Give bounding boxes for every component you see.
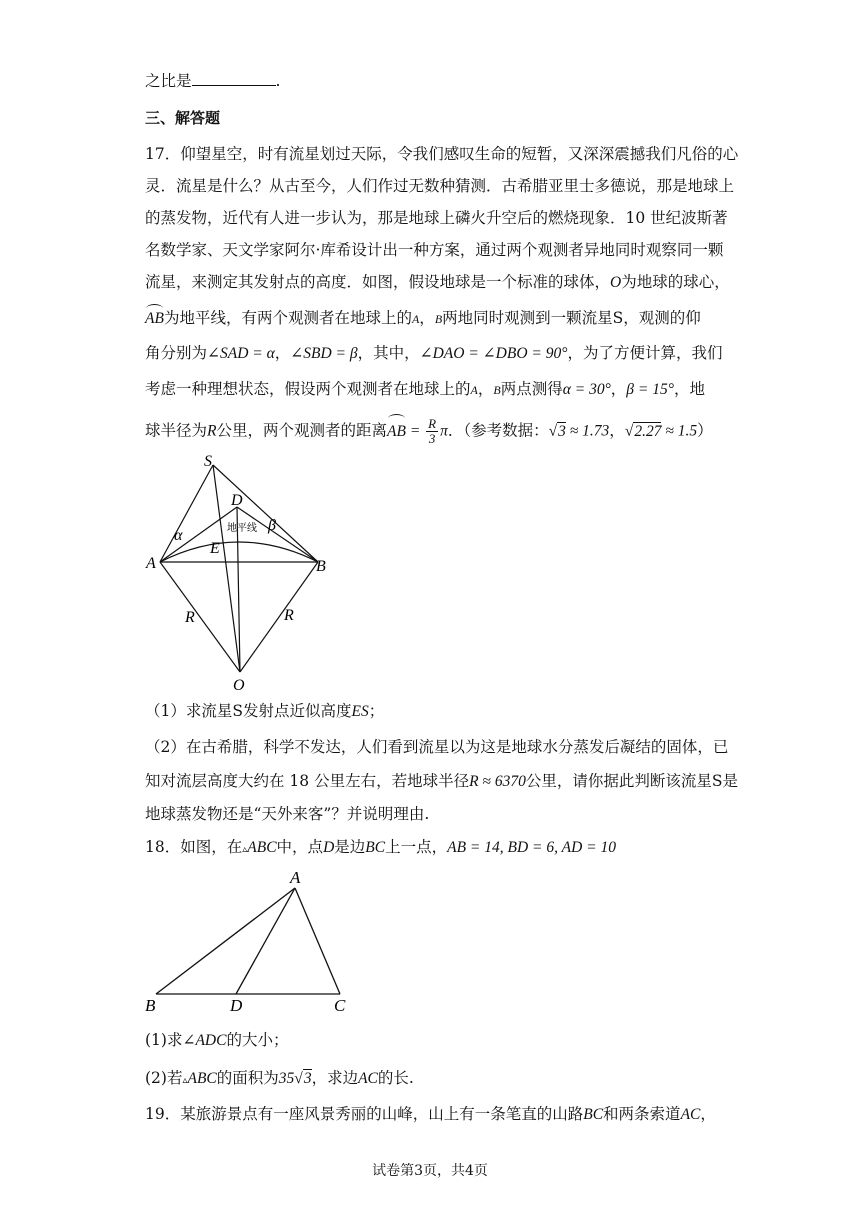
- q17-line-9: 球半径为R公里，两个观测者的距离AB = $\frac{R}{3}$ π．（参考数据：√3 ≈ 1.73，√2.27 ≈ 1.5）: [145, 416, 713, 446]
- angle-sbd: ∠SBD = β: [290, 345, 358, 362]
- label-a: A: [146, 555, 156, 572]
- label-alpha: α: [174, 527, 183, 544]
- q17-line-8: 考虑一种理想状态，假设两个观测者在地球上的A，B两点测得α = 30°，β = 15°，地: [145, 380, 705, 398]
- prev-text: 之比是: [145, 72, 192, 90]
- q17-line-1: 17．仰望星空，时有流星划过天际，令我们感叹生命的短暂，又深深震撼我们凡俗的心: [145, 145, 739, 163]
- label-o: O: [233, 677, 245, 694]
- angle-sad: ∠SAD = α: [207, 345, 275, 362]
- q17-figure: [140, 450, 360, 695]
- angle-dao: ∠DAO = ∠DBO = 90°: [419, 345, 568, 362]
- q17-line-2: 灵．流星是什么？从古至今，人们作过无数种猜测．古希腊亚里士多德说，那是地球上: [145, 177, 735, 195]
- q17-part-2-line-1: （2）在古希腊，科学不发达，人们看到流星以为这是地球水分蒸发后凝结的固体，已: [145, 738, 729, 756]
- label-b: B: [316, 558, 326, 575]
- q17-part-1: （1）求流星S发射点近似高度ES；: [145, 702, 385, 720]
- label-a: A: [290, 868, 301, 887]
- center-o: O: [610, 274, 622, 291]
- page-footer: 试卷第3页，共4页: [372, 1163, 488, 1179]
- label-r-right: R: [284, 607, 294, 624]
- label-d: D: [231, 492, 243, 509]
- previous-question-tail: [145, 71, 280, 91]
- label-s: S: [204, 453, 212, 470]
- section-heading: 三、解答题: [145, 109, 221, 127]
- q19-line-1: 19．某旅游景点有一座风景秀丽的山峰，山上有一条笔直的山路BC和两条索道AC，: [145, 1105, 716, 1123]
- label-b: B: [145, 996, 156, 1015]
- label-beta: β: [268, 517, 276, 534]
- fraction-r-over-3: $\frac{R}{3}$: [428, 416, 437, 446]
- q18-part-1: (1)求∠ADC的大小；: [145, 1031, 289, 1049]
- q17-line-4: 名数学家、天文学家阿尔·库希设计出一种方案，通过两个观测者异地同时观察同一颗: [145, 241, 724, 259]
- q17-line-7: 角分别为∠SAD = α，∠SBD = β，其中，∠DAO = ∠DBO = 90°，为了方便计算，我们: [145, 344, 723, 362]
- prev-suffix: .: [275, 72, 281, 90]
- q17-part-2-line-3: 地球蒸发物还是“天外来客”？并说明理由.: [145, 805, 430, 823]
- arc-ab: AB: [145, 310, 164, 327]
- label-c: C: [334, 996, 346, 1015]
- q17-line-5: 流星，来测定其发射点的高度．如图，假设地球是一个标准的球体，O为地球的球心，: [145, 273, 730, 291]
- label-e: E: [210, 540, 220, 557]
- q17-part-2-line-2: 知对流层高度大约在 18 公里左右，若地球半径R ≈ 6370公里，请你据此判断该流星S是: [145, 772, 738, 790]
- q17-line-6: AB为地平线，有两个观测者在地球上的A，B两地同时观测到一颗流星S，观测的仰: [145, 309, 701, 327]
- label-horizon: 地平线: [227, 523, 257, 534]
- q17-line-3: 的蒸发物，近代有人进一步认为，那是地球上磷火升空后的燃烧现象．10 世纪波斯著: [145, 209, 728, 227]
- q18-figure: [140, 866, 360, 1016]
- label-d: D: [230, 996, 243, 1015]
- answer-blank: [192, 71, 276, 86]
- label-r-left: R: [185, 609, 195, 626]
- q18-part-2: (2)若▵ABC的面积为35√3，求边AC的长.: [145, 1069, 414, 1087]
- q18-line-1: 18．如图，在▵ABC中，点D是边BC上一点，AB = 14, BD = 6, AD = 10: [145, 838, 616, 856]
